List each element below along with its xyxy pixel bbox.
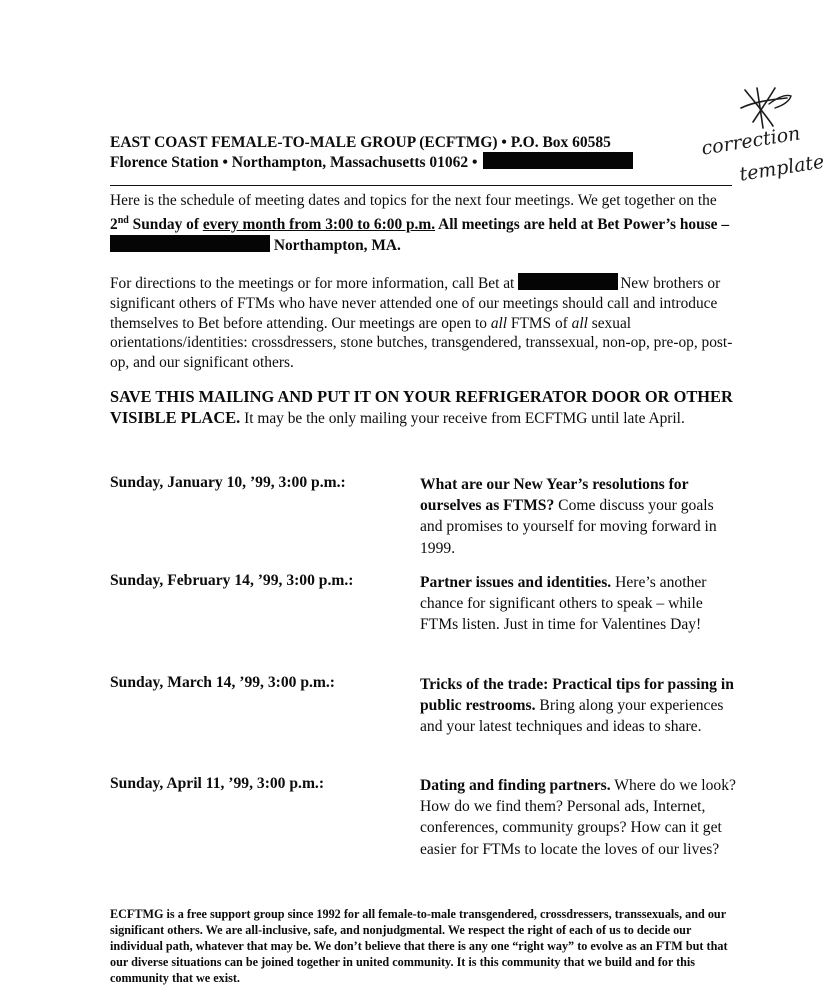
redaction-bar (110, 235, 270, 252)
schedule-intro (110, 191, 735, 256)
letterhead-address: Florence Station • Northampton, Massachusetts 01062 • (110, 154, 478, 171)
intro-bold-2: All meetings are held at Bet Power’s house – (435, 215, 730, 233)
directions-all-1: all (490, 314, 508, 332)
redaction-bar (483, 152, 633, 169)
meeting-topic: Dating and finding partners. (420, 777, 611, 794)
meeting-date: Sunday, April 11, ’99, 3:00 p.m.: (110, 775, 325, 792)
intro-meeting-time: every month from 3:00 to 6:00 p.m. (202, 215, 436, 233)
directions-text-2: New brothers or significant others of FTMs who have never attended one of our meetings should call and introduce themselves to Bet before attending. Our meetings are open to (110, 275, 721, 332)
save-notice-text: It may be the only mailing your receive from ECFTMG until late April. (240, 409, 685, 427)
save-notice-bold: SAVE THIS MAILING AND PUT IT ON YOUR REFRIGERATOR DOOR OR OTHER VISIBLE PLACE. (110, 387, 733, 427)
directions-all-2: all (571, 314, 588, 332)
directions-paragraph (110, 273, 735, 373)
intro-ordinal-suffix: nd (117, 214, 129, 226)
meeting-description (420, 674, 740, 738)
meeting-topic: What are our New Year’s resolutions for ourselves as FTMS? (420, 476, 689, 515)
directions-text-1: For directions to the meetings or for more information, call Bet at (110, 275, 515, 292)
meeting-description (420, 775, 740, 860)
letterhead-line1: EAST COAST FEMALE-TO-MALE GROUP (ECFTMG) • P.O. Box 60585 (110, 134, 611, 151)
directions-text-3: FTMS of (507, 314, 572, 332)
meeting-description (420, 572, 740, 636)
intro-text: Here is the schedule of meeting dates and topics for the next four meetings. We get together on the (110, 192, 717, 209)
intro-location: Northampton, MA. (273, 236, 401, 254)
meeting-date: Sunday, February 14, ’99, 3:00 p.m.: (110, 572, 354, 589)
letterhead (110, 133, 710, 172)
meeting-date: Sunday, March 14, ’99, 3:00 p.m.: (110, 674, 335, 691)
meeting-details: Where do we look? How do we find them? Personal ads, Internet, conferences, community groups? How can it get easier for FTMs to locate the loves of our lives? (420, 777, 736, 858)
meeting-date: Sunday, January 10, ’99, 3:00 p.m.: (110, 474, 346, 491)
mission-statement: ECFTMG is a free support group since 1992 for all female-to-male transgendered, crossdressers, transsexuals, and our significant others. We are all-inclusive, safe, and nonjudgmental. We respect the right of each of us to decide our individual path, whatever that may be. We don’t believe that there is any one “right way” to evolve as an FTM but that our diverse situations can be joined together in united community. It is this community that we build and for this community that we exist. (110, 907, 728, 985)
handwritten-annotation-line2: template (738, 150, 826, 186)
handwritten-annotation-line1: correction (700, 122, 802, 160)
redaction-bar (518, 273, 618, 290)
save-notice (110, 387, 735, 430)
intro-ordinal: 2 (110, 215, 118, 233)
header-divider (110, 185, 732, 186)
directions-text-4: sexual orientations/identities: crossdressers, stone butches, transgendered, transsexual, non-op, pre-op, post-op, and our significant others. (110, 314, 733, 372)
meeting-description (420, 474, 740, 559)
intro-bold-1: Sunday of (128, 215, 203, 233)
meeting-topic: Partner issues and identities. (420, 574, 612, 591)
meeting-details: Come discuss your goals and promises to yourself for moving forward in 1999. (420, 497, 717, 557)
letterhead-line2 (110, 152, 710, 172)
meeting-details: Bring along your experiences and your latest techniques and ideas to share. (420, 697, 724, 736)
meeting-details: Here’s another chance for significant others to speak – while FTMs listen. Just in time for Valentines Day! (420, 574, 707, 634)
meeting-topic: Tricks of the trade: Practical tips for passing in public restrooms. (420, 676, 734, 715)
handwritten-star-mark (735, 84, 795, 130)
